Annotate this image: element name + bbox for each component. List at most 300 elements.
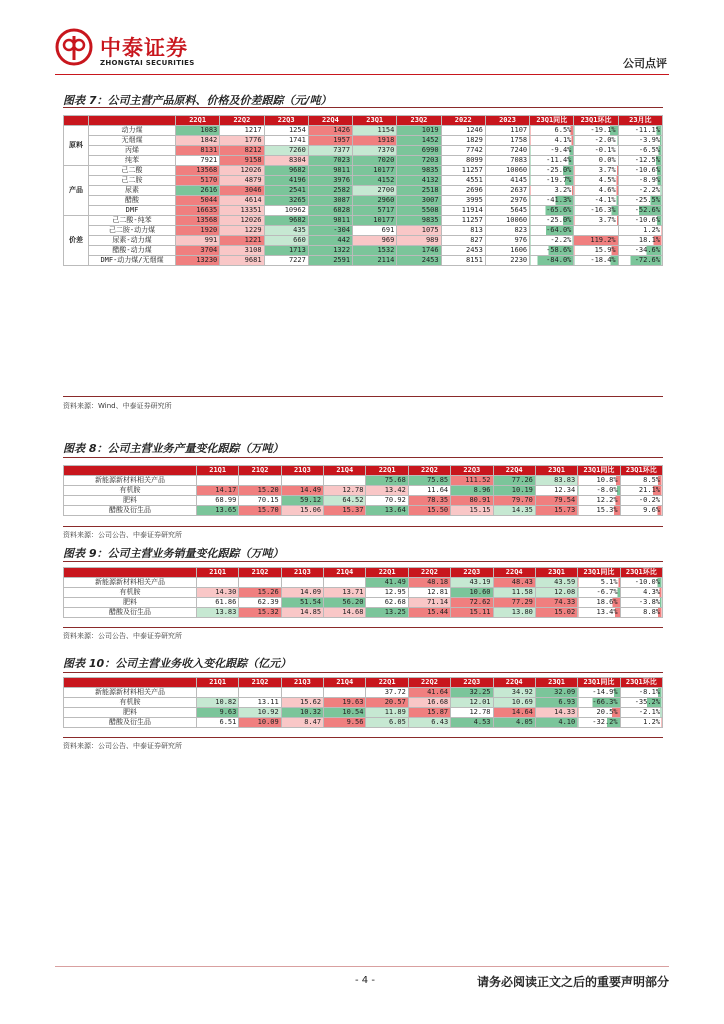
fig7-cell: 5170 — [176, 176, 220, 186]
fig7-cell: 4614 — [220, 196, 264, 206]
fig8-source-rule — [63, 526, 663, 527]
fig9-cell: 12.81 — [408, 588, 450, 598]
fig7-cell: 12026 — [220, 166, 264, 176]
fig9-cell: 14.68 — [324, 608, 366, 618]
fig7-cell: 2518 — [397, 186, 441, 196]
fig7-cell: 9835 — [397, 166, 441, 176]
fig7-column-header: 22Q1 — [176, 116, 220, 126]
fig10-cell: -14.9% — [578, 688, 620, 698]
fig7-cell: 6828 — [308, 206, 352, 216]
fig10-column-header: 23Q1环比 — [620, 678, 662, 688]
fig8-column-header: 22Q1 — [366, 466, 408, 476]
fig7-cell: 1107 — [485, 126, 529, 136]
fig10-cell: -8.1% — [620, 688, 662, 698]
fig7-cell: -25.5% — [618, 196, 662, 206]
fig8-cell: 15.70 — [239, 506, 281, 516]
fig7-cell: 3.7% — [574, 216, 618, 226]
fig7-row — [64, 226, 663, 236]
fig8-cell: 15.73 — [535, 506, 577, 516]
fig9-column-header: 23Q1环比 — [620, 568, 662, 578]
fig7-cell: -2.2% — [530, 236, 574, 246]
fig9-item-label: 有机胺 — [64, 588, 197, 598]
fig7-cell: -19.7% — [530, 176, 574, 186]
fig7-cell: 3265 — [264, 196, 308, 206]
fig7-cell: 9811 — [308, 216, 352, 226]
fig9-cell: -10.0% — [620, 578, 662, 588]
fig9-column-header: 22Q4 — [493, 568, 535, 578]
fig7-cell: 1254 — [264, 126, 308, 136]
fig7-cell: 1758 — [485, 136, 529, 146]
fig7-cell: 1957 — [308, 136, 352, 146]
fig8-cell: 12.34 — [535, 486, 577, 496]
fig10-item-label: 醋酸及衍生品 — [64, 718, 197, 728]
fig8-item-label: 新能源新材料相关产品 — [64, 476, 197, 486]
fig7-cell: -12.5% — [618, 156, 662, 166]
fig9-cell — [239, 578, 281, 588]
fig7-cell: 3995 — [441, 196, 485, 206]
fig7-source: 资料来源：Wind、中泰证券研究所 — [63, 402, 172, 410]
fig8-cell: 21.1% — [620, 486, 662, 496]
fig7-cell: 1083 — [176, 126, 220, 136]
fig7-cell: 2700 — [353, 186, 397, 196]
fig9-column-header: 21Q3 — [281, 568, 323, 578]
fig9-item-label: 醋酸及衍生品 — [64, 608, 197, 618]
fig10-column-header: 21Q2 — [239, 678, 281, 688]
fig7-item-label: 己二酸-纯苯 — [89, 216, 176, 226]
fig7-cell: 11914 — [441, 206, 485, 216]
zhongtai-logo-icon — [55, 28, 93, 66]
fig7-cell: 2114 — [353, 256, 397, 266]
fig9-cell: -6.7% — [578, 588, 620, 598]
fig7-cell: 1221 — [220, 236, 264, 246]
fig7-cell: 4145 — [485, 176, 529, 186]
fig8-cell: 15.06 — [281, 506, 323, 516]
fig8-cell: 59.12 — [281, 496, 323, 506]
fig10-column-header: 21Q1 — [197, 678, 239, 688]
fig10-row — [64, 688, 663, 698]
fig9-header-row — [64, 568, 663, 578]
fig8-cell: 77.26 — [493, 476, 535, 486]
fig7-cell: 1532 — [353, 246, 397, 256]
fig7-column-header: 23Q1同比 — [530, 116, 574, 126]
fig7-cell: 10962 — [264, 206, 308, 216]
fig8-column-header: 21Q1 — [197, 466, 239, 476]
fig7-cell: 1154 — [353, 126, 397, 136]
fig10-cell: 10.32 — [281, 708, 323, 718]
fig7-cell: 1019 — [397, 126, 441, 136]
fig7-item-label: 纯苯 — [89, 156, 176, 166]
fig10-cell: 9.56 — [324, 718, 366, 728]
fig9-column-header: 21Q2 — [239, 568, 281, 578]
fig8-cell: 83.83 — [535, 476, 577, 486]
fig7-cell: 1741 — [264, 136, 308, 146]
fig7-cell: 976 — [485, 236, 529, 246]
fig7-cell: 1746 — [397, 246, 441, 256]
fig7-source-rule — [63, 396, 663, 397]
fig9-column-header: 23Q1 — [535, 568, 577, 578]
fig8-cell: 10.19 — [493, 486, 535, 496]
fig10-cell — [197, 688, 239, 698]
fig10-source: 资料来源：公司公告、中泰证券研究所 — [63, 742, 182, 750]
fig7-column-header — [89, 116, 176, 126]
fig10-cell: 10.69 — [493, 698, 535, 708]
fig10-cell: 10.82 — [197, 698, 239, 708]
fig10-cell: 10.92 — [239, 708, 281, 718]
fig7-cell: 9682 — [264, 216, 308, 226]
fig7-cell: -9.4% — [530, 146, 574, 156]
fig9-source: 资料来源：公司公告、中泰证券研究所 — [63, 632, 182, 640]
fig7-cell: 1606 — [485, 246, 529, 256]
fig10-cell: 13.11 — [239, 698, 281, 708]
fig7-cell: -304 — [308, 226, 352, 236]
report-header — [55, 28, 669, 78]
fig7-cell: 13351 — [220, 206, 264, 216]
fig10-cell: 12.01 — [451, 698, 493, 708]
fig9-cell: 11.58 — [493, 588, 535, 598]
fig7-item-label: 醋酸-动力煤 — [89, 246, 176, 256]
fig10-cell: 15.62 — [281, 698, 323, 708]
fig9-cell: 13.71 — [324, 588, 366, 598]
fig9-row — [64, 608, 663, 618]
fig7-row — [64, 196, 663, 206]
fig8-row — [64, 476, 663, 486]
fig7-cell: 823 — [485, 226, 529, 236]
fig9-cell: 43.19 — [451, 578, 493, 588]
fig10-column-header: 22Q3 — [451, 678, 493, 688]
fig10-row — [64, 708, 663, 718]
fig7-item-label: 无烟煤 — [89, 136, 176, 146]
fig10-item-label: 新能源新材料相关产品 — [64, 688, 197, 698]
fig9-row — [64, 578, 663, 588]
fig8-cell: 15.37 — [324, 506, 366, 516]
fig7-cell: 7370 — [353, 146, 397, 156]
fig8-column-header: 21Q4 — [324, 466, 366, 476]
fig8-cell: 75.85 — [408, 476, 450, 486]
fig8-column-header: 23Q1 — [535, 466, 577, 476]
fig9-cell — [281, 578, 323, 588]
fig7-cell: 1452 — [397, 136, 441, 146]
fig7-cell: 1075 — [397, 226, 441, 236]
fig7-cell: 6990 — [397, 146, 441, 156]
fig7-cell: 8212 — [220, 146, 264, 156]
fig7-cell: 691 — [353, 226, 397, 236]
fig10-column-header: 22Q4 — [493, 678, 535, 688]
fig7-item-label: 醋酸 — [89, 196, 176, 206]
fig10-cell: 14.33 — [535, 708, 577, 718]
fig7-row — [64, 136, 663, 146]
fig7-cell: 18.1% — [618, 236, 662, 246]
fig8-item-label: 有机胺 — [64, 486, 197, 496]
fig7-group-label: 产品 — [64, 166, 89, 216]
fig9-column-header — [64, 568, 197, 578]
fig10-cell: 12.78 — [451, 708, 493, 718]
fig7-cell: 15.9% — [574, 246, 618, 256]
fig9-cell: 43.59 — [535, 578, 577, 588]
fig8-cell: -8.0% — [578, 486, 620, 496]
fig7-item-label: 己二胺-动力煤 — [89, 226, 176, 236]
fig7-column-header: 2023 — [485, 116, 529, 126]
fig7-cell: 7240 — [485, 146, 529, 156]
fig8-cell: 70.92 — [366, 496, 408, 506]
fig10-cell: 6.43 — [408, 718, 450, 728]
fig10-cell — [281, 688, 323, 698]
fig9-cell: 74.33 — [535, 598, 577, 608]
fig10-cell: 6.05 — [366, 718, 408, 728]
fig10-header-row — [64, 678, 663, 688]
fig10-cell: 10.54 — [324, 708, 366, 718]
fig7-column-header: 2022 — [441, 116, 485, 126]
fig7-cell: -8.9% — [618, 176, 662, 186]
fig9-cell: 12.95 — [366, 588, 408, 598]
fig9-cell: 56.20 — [324, 598, 366, 608]
fig8-cell: 14.49 — [281, 486, 323, 496]
fig7-cell: 119.2% — [574, 236, 618, 246]
fig8-cell: 8.5% — [620, 476, 662, 486]
fig9-cell: 10.60 — [451, 588, 493, 598]
fig7-cell: 7083 — [485, 156, 529, 166]
fig10-cell: 16.68 — [408, 698, 450, 708]
fig7-title: 图表 7：公司主营产品原料、价格及价差跟踪（元/吨） — [63, 94, 332, 107]
fig7-cell: -6.5% — [618, 146, 662, 156]
fig7-column-header — [64, 116, 89, 126]
fig7-column-header: 23月比 — [618, 116, 662, 126]
fig8-row — [64, 486, 663, 496]
logo-chinese-text: 中泰证券 — [100, 36, 188, 60]
fig7-cell: 8304 — [264, 156, 308, 166]
fig10-cell: -35.2% — [620, 698, 662, 708]
fig7-cell: 13230 — [176, 256, 220, 266]
fig8-cell: 15.20 — [239, 486, 281, 496]
fig8-item-label: 醋酸及衍生品 — [64, 506, 197, 516]
fig7-cell: 4551 — [441, 176, 485, 186]
fig8-column-header: 23Q1同比 — [578, 466, 620, 476]
fig7-cell: 10177 — [353, 216, 397, 226]
fig7-row — [64, 166, 663, 176]
fig10-cell: 4.53 — [451, 718, 493, 728]
fig10-revenue-table — [63, 677, 663, 728]
fig7-cell: 3.7% — [574, 166, 618, 176]
fig7-cell: 442 — [308, 236, 352, 246]
fig7-column-header: 22Q3 — [264, 116, 308, 126]
fig7-column-header: 23Q2 — [397, 116, 441, 126]
fig8-cell — [324, 476, 366, 486]
fig10-cell: 1.2% — [620, 718, 662, 728]
fig7-cell: 3087 — [308, 196, 352, 206]
fig9-cell: 15.26 — [239, 588, 281, 598]
fig10-cell: 14.64 — [493, 708, 535, 718]
fig8-row — [64, 496, 663, 506]
fig10-column-header — [64, 678, 197, 688]
logo-english-text: ZHONGTAI SECURITIES — [100, 59, 195, 67]
fig7-cell: 2637 — [485, 186, 529, 196]
fig8-cell: 79.54 — [535, 496, 577, 506]
fig8-cell: 9.6% — [620, 506, 662, 516]
fig8-column-header: 21Q2 — [239, 466, 281, 476]
fig9-cell: 14.30 — [197, 588, 239, 598]
fig7-row — [64, 256, 663, 266]
fig7-cell — [574, 226, 618, 236]
fig9-cell: 71.14 — [408, 598, 450, 608]
fig10-cell: 9.63 — [197, 708, 239, 718]
fig7-item-label: DMF-动力煤/无烟煤 — [89, 256, 176, 266]
fig9-cell: 13.80 — [493, 608, 535, 618]
fig9-row — [64, 598, 663, 608]
fig7-cell: -11.4% — [530, 156, 574, 166]
fig8-cell — [239, 476, 281, 486]
fig7-cell: 2960 — [353, 196, 397, 206]
fig7-cell: 1322 — [308, 246, 352, 256]
fig7-cell: 8099 — [441, 156, 485, 166]
fig7-row — [64, 126, 663, 136]
fig9-cell: 15.02 — [535, 608, 577, 618]
page-number: - 4 - — [355, 975, 375, 986]
fig9-source-rule — [63, 627, 663, 628]
fig7-cell: 991 — [176, 236, 220, 246]
fig9-cell: 14.85 — [281, 608, 323, 618]
fig7-row — [64, 206, 663, 216]
fig7-cell: -52.6% — [618, 206, 662, 216]
fig8-cell: 13.65 — [197, 506, 239, 516]
fig9-cell: 77.29 — [493, 598, 535, 608]
fig9-column-header: 21Q1 — [197, 568, 239, 578]
fig7-cell: 1829 — [441, 136, 485, 146]
fig7-cell: 2230 — [485, 256, 529, 266]
fig7-cell: 3046 — [220, 186, 264, 196]
fig7-cell: 4.6% — [574, 186, 618, 196]
fig8-cell: 111.52 — [451, 476, 493, 486]
fig9-column-header: 23Q1同比 — [578, 568, 620, 578]
fig8-cell: 80.91 — [451, 496, 493, 506]
fig9-cell: 14.09 — [281, 588, 323, 598]
fig10-cell: -32.2% — [578, 718, 620, 728]
fig7-cell: 5717 — [353, 206, 397, 216]
fig7-cell: 4.1% — [530, 136, 574, 146]
fig8-cell: 13.64 — [366, 506, 408, 516]
fig7-cell: -2.0% — [574, 136, 618, 146]
fig7-cell: 1920 — [176, 226, 220, 236]
fig9-cell — [324, 578, 366, 588]
fig10-source-rule — [63, 737, 663, 738]
fig7-cell: 1217 — [220, 126, 264, 136]
fig8-column-header — [64, 466, 197, 476]
fig7-cell: 7203 — [397, 156, 441, 166]
fig7-cell: -84.0% — [530, 256, 574, 266]
fig7-cell: -34.6% — [618, 246, 662, 256]
fig7-cell: 813 — [441, 226, 485, 236]
fig7-cell: 969 — [353, 236, 397, 246]
fig7-cell: -16.3% — [574, 206, 618, 216]
fig10-cell: 37.72 — [366, 688, 408, 698]
fig9-column-header: 22Q2 — [408, 568, 450, 578]
fig7-cell: 435 — [264, 226, 308, 236]
fig7-cell: 7227 — [264, 256, 308, 266]
fig7-cell: 5044 — [176, 196, 220, 206]
fig10-title: 图表 10：公司主营业务收入变化跟踪（亿元） — [63, 657, 292, 670]
fig7-cell: -0.1% — [574, 146, 618, 156]
fig7-cell: 8131 — [176, 146, 220, 156]
fig9-cell — [197, 578, 239, 588]
fig8-cell: 15.15 — [451, 506, 493, 516]
fig7-cell: 3007 — [397, 196, 441, 206]
fig10-item-label: 有机胺 — [64, 698, 197, 708]
fig10-cell: 6.51 — [197, 718, 239, 728]
fig8-cell: 68.99 — [197, 496, 239, 506]
fig8-title-rule — [63, 457, 663, 458]
fig9-cell: 15.44 — [408, 608, 450, 618]
fig7-cell: 16635 — [176, 206, 220, 216]
fig7-cell: 9682 — [264, 166, 308, 176]
fig8-header-row — [64, 466, 663, 476]
fig7-cell: 660 — [264, 236, 308, 246]
fig9-cell: 5.1% — [578, 578, 620, 588]
fig8-column-header: 22Q4 — [493, 466, 535, 476]
fig7-cell: 1776 — [220, 136, 264, 146]
fig7-item-label: 尿素-动力煤 — [89, 236, 176, 246]
fig10-cell: 11.89 — [366, 708, 408, 718]
fig8-cell: 14.17 — [197, 486, 239, 496]
fig10-item-label: 肥料 — [64, 708, 197, 718]
fig8-cell: 15.50 — [408, 506, 450, 516]
fig7-cell: -3.9% — [618, 136, 662, 146]
fig10-cell: 4.10 — [535, 718, 577, 728]
fig9-cell: 51.54 — [281, 598, 323, 608]
document-type-label: 公司点评 — [623, 57, 667, 70]
fig7-cell: 2582 — [308, 186, 352, 196]
fig9-cell: 15.32 — [239, 608, 281, 618]
fig7-cell: 7023 — [308, 156, 352, 166]
fig7-cell: 13568 — [176, 166, 220, 176]
fig7-cell: 9681 — [220, 256, 264, 266]
fig8-column-header: 23Q1环比 — [620, 466, 662, 476]
fig8-cell: 14.35 — [493, 506, 535, 516]
fig7-cell: 7260 — [264, 146, 308, 156]
fig8-cell — [197, 476, 239, 486]
header-divider — [55, 74, 669, 75]
fig9-title-rule — [63, 561, 663, 562]
fig9-cell: 18.6% — [578, 598, 620, 608]
fig8-item-label: 肥料 — [64, 496, 197, 506]
fig7-cell: 11257 — [441, 166, 485, 176]
fig8-cell: 12.78 — [324, 486, 366, 496]
fig8-row — [64, 506, 663, 516]
fig7-price-spread-table — [63, 115, 663, 266]
fig9-cell: 41.49 — [366, 578, 408, 588]
fig7-cell: 9158 — [220, 156, 264, 166]
fig7-row — [64, 246, 663, 256]
fig7-cell: 1918 — [353, 136, 397, 146]
fig7-cell: 2976 — [485, 196, 529, 206]
fig8-cell: 75.68 — [366, 476, 408, 486]
fig7-cell: 5645 — [485, 206, 529, 216]
fig10-row — [64, 718, 663, 728]
fig7-row — [64, 186, 663, 196]
fig7-column-header: 23Q1 — [353, 116, 397, 126]
fig7-group-label: 原料 — [64, 126, 89, 166]
fig8-title: 图表 8：公司主营业务产量变化跟踪（万吨） — [63, 442, 284, 455]
fig7-cell: 2696 — [441, 186, 485, 196]
fig7-item-label: 尿素 — [89, 186, 176, 196]
fig7-cell: 3704 — [176, 246, 220, 256]
fig8-column-header: 21Q3 — [281, 466, 323, 476]
fig7-cell: 1229 — [220, 226, 264, 236]
fig9-cell: -3.8% — [620, 598, 662, 608]
fig7-cell: 4196 — [264, 176, 308, 186]
fig8-column-header: 22Q3 — [451, 466, 493, 476]
fig7-cell: -25.0% — [530, 216, 574, 226]
fig7-cell: -4.1% — [574, 196, 618, 206]
fig7-cell: 4132 — [397, 176, 441, 186]
fig10-cell: 20.5% — [578, 708, 620, 718]
